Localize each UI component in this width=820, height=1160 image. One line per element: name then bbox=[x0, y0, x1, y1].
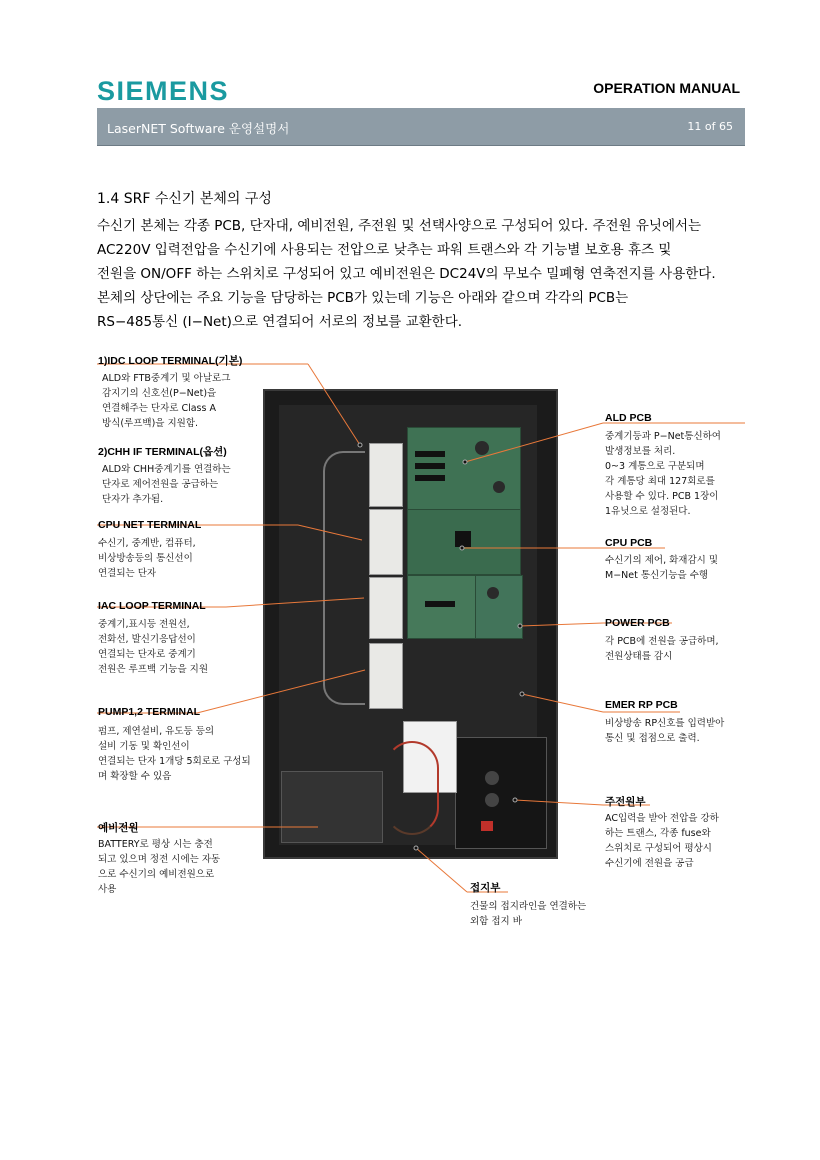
label-emer-rp-pcb: EMER RP PCB bbox=[605, 699, 678, 711]
leader-ald bbox=[465, 423, 603, 462]
desc-ground bbox=[470, 899, 586, 929]
manual-title: OPERATION MANUAL bbox=[593, 80, 740, 96]
callout-desc-line: 방식(루프백)을 지원함. bbox=[102, 418, 199, 429]
label-iac-terminal: IAC LOOP TERMINAL bbox=[98, 600, 206, 612]
callout-desc-line: 며 확장할 수 있음 bbox=[98, 771, 172, 782]
desc-power-pcb bbox=[605, 634, 719, 664]
callout-desc-line: 연결되는 단자 1개당 5회로로 구성되 bbox=[98, 756, 251, 767]
callout-desc-line: BATTERY로 평상 시는 충전 bbox=[98, 839, 213, 850]
leader-dot bbox=[414, 846, 418, 850]
callout-desc-line: 단자가 추가됨. bbox=[102, 494, 164, 505]
desc-iac-terminal bbox=[98, 617, 208, 677]
callout-desc-line: 비상방송 RP신호를 입력받아 bbox=[605, 718, 725, 729]
callout-desc-line: 펌프, 제연설비, 유도등 등의 bbox=[98, 726, 215, 737]
desc-cpu-net-terminal bbox=[98, 536, 196, 581]
desc-emer-rp-pcb bbox=[605, 716, 724, 746]
callout-desc-line: 스위치로 구성되어 평상시 bbox=[605, 843, 712, 854]
para-line: AC220V 입력전압을 수신기에 사용되는 전압으로 낮추는 파워 트랜스와 각 기능별 보호용 휴즈 및 bbox=[97, 242, 672, 258]
doc-title: LaserNET Software 운영설명서 bbox=[107, 121, 290, 136]
leader-power bbox=[520, 623, 603, 626]
callout-desc-line: 되고 있으며 정전 시에는 자동 bbox=[98, 854, 221, 865]
siemens-logo: SIEMENS bbox=[97, 76, 230, 106]
label-cpu-pcb: CPU PCB bbox=[605, 537, 653, 549]
para-line: 본체의 상단에는 주요 기능을 담당하는 PCB가 있는데 기능은 아래와 같으며 각각의 PCB는 bbox=[97, 290, 629, 306]
callout-desc-line: M−Net 통신기능을 수행 bbox=[605, 570, 709, 581]
desc-pump-terminal bbox=[98, 724, 251, 784]
desc-backup-power bbox=[98, 837, 220, 897]
callout-desc-line: 수신기의 제어, 화재감시 및 bbox=[605, 555, 719, 566]
label-ald-pcb: ALD PCB bbox=[605, 412, 652, 424]
leader-dot bbox=[463, 460, 467, 464]
callout-desc-line: 통신 및 접점으로 출력. bbox=[605, 733, 700, 744]
leader-dot bbox=[518, 624, 522, 628]
callout-desc-line: 연결되는 단자로 중계기 bbox=[98, 649, 196, 660]
leader-dot bbox=[358, 443, 362, 447]
callout-desc-line: 중계기,표시등 전원선, bbox=[98, 619, 190, 630]
callout-desc-line: 외함 접지 바 bbox=[470, 916, 522, 927]
desc-ald-pcb bbox=[605, 429, 721, 519]
callout-desc-line: AC입력을 받아 전압을 강하 bbox=[605, 813, 719, 824]
label-chh-terminal: 2)CHH IF TERMINAL(옵션) bbox=[98, 446, 227, 458]
callout-desc-line: 수신기, 중계반, 컴퓨터, bbox=[98, 538, 196, 549]
callout-desc-line: 설비 기동 및 확인선이 bbox=[98, 741, 190, 752]
leader-dot bbox=[520, 692, 524, 696]
callout-desc-line: 전원은 루프백 기능을 지원 bbox=[98, 664, 209, 675]
callout-desc-line: 감지기의 신호선(P−Net)을 bbox=[102, 388, 217, 399]
callout-desc-line: 전화선, 발신기응답선이 bbox=[98, 634, 196, 645]
label-idc-terminal: 1)IDC LOOP TERMINAL(기본) bbox=[98, 355, 243, 367]
leader-iac bbox=[226, 598, 364, 607]
callout-desc-line: ALD와 CHH중계기를 연결하는 bbox=[102, 464, 231, 475]
callout-desc-line: 각 계통당 최대 127회로를 bbox=[605, 476, 715, 487]
callout-desc-line: 사용할 수 있다. PCB 1장이 bbox=[605, 491, 719, 502]
page-number: 11 of 65 bbox=[687, 120, 733, 133]
leader-cpu-net bbox=[298, 525, 362, 540]
callout-desc-line: 건물의 접지라인을 연결하는 bbox=[470, 901, 587, 912]
label-ground: 접지부 bbox=[470, 882, 501, 894]
para-line: 수신기 본체는 각종 PCB, 단자대, 예비전원, 주전원 및 선택사양으로 구성되어 있다. 주전원 유닛에서는 bbox=[97, 218, 702, 234]
para-line: RS−485통신 (I−Net)으로 연결되어 서로의 정보를 교환한다. bbox=[97, 314, 463, 330]
callout-desc-line: 사용 bbox=[98, 884, 117, 895]
label-cpu-net-terminal: CPU NET TERMINAL bbox=[98, 519, 202, 531]
callout-desc-line: 전원상태를 감시 bbox=[605, 651, 673, 662]
leader-pump bbox=[197, 670, 365, 713]
leader-dot bbox=[513, 798, 517, 802]
callout-desc-line: 발생정보를 처리. bbox=[605, 446, 676, 457]
callout-desc-line: 수신기에 전원을 공급 bbox=[605, 858, 694, 869]
desc-main-power bbox=[605, 811, 719, 871]
desc-idc-terminal bbox=[102, 371, 230, 431]
callout-desc-line: 비상방송등의 통신선이 bbox=[98, 553, 193, 564]
leader-idc bbox=[308, 364, 360, 445]
callout-desc-line: 1유닛으로 설정된다. bbox=[605, 506, 691, 517]
callout-desc-line: 단자로 제어전원을 공급하는 bbox=[102, 479, 219, 490]
callout-desc-line: 중계기등과 P−Net통신하여 bbox=[605, 431, 721, 442]
callout-desc-line: 연결되는 단자 bbox=[98, 568, 157, 579]
callout-desc-line: 0~3 계통으로 구분되며 bbox=[605, 461, 705, 472]
label-backup-power: 예비전원 bbox=[98, 822, 139, 834]
label-power-pcb: POWER PCB bbox=[605, 617, 670, 629]
callout-desc-line: 각 PCB에 전원을 공급하며, bbox=[605, 636, 719, 647]
leader-main-power bbox=[515, 800, 603, 805]
desc-cpu-pcb bbox=[605, 553, 718, 583]
callout-desc-line: 하는 트랜스, 각종 fuse와 bbox=[605, 828, 711, 839]
section-heading: 1.4 SRF 수신기 본체의 구성 bbox=[97, 191, 272, 207]
leader-dot bbox=[460, 546, 464, 550]
callout-desc-line: ALD와 FTB중계기 및 아날로그 bbox=[102, 373, 231, 384]
label-pump-terminal: PUMP1,2 TERMINAL bbox=[98, 706, 201, 718]
callout-desc-line: 연결해주는 단자로 Class A bbox=[102, 403, 216, 414]
para-line: 전원을 ON/OFF 하는 스위치로 구성되어 있고 예비전원은 DC24V의 무보수 밀폐형 연축전지를 사용한다. bbox=[97, 266, 716, 282]
leader-emer bbox=[522, 694, 603, 712]
label-main-power: 주전원부 bbox=[605, 796, 646, 808]
leader-ground bbox=[416, 848, 467, 892]
desc-chh-terminal bbox=[102, 462, 231, 507]
callout-desc-line: 으로 수신기의 예비전원으로 bbox=[98, 869, 215, 880]
